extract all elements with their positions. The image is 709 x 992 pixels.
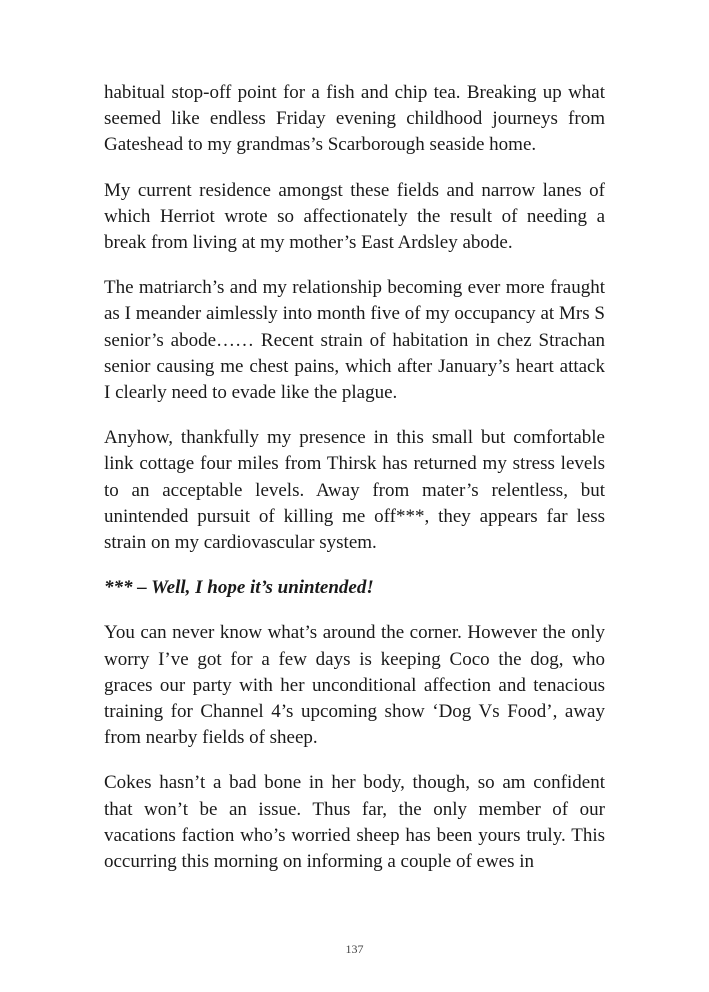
paragraph-6: Cokes hasn’t a bad bone in her body, though, so am confident that won’t be an issue. Thus far, the only member of our vacations faction who’s worried sheep has been yours truly. This occurring this morning on informing a couple of ewes in [104,772,605,873]
paragraph-2: My current residence amongst these fields and narrow lanes of which Herriot wrote so affectionately the result of needing a break from living at my mother’s East Ardsley abode. [104,179,605,254]
paragraph-1: habitual stop-off point for a fish and chip tea. Breaking up what seemed like endless Friday evening childhood journeys from Gateshead to my grandmas’s Scarborough seaside home. [104,82,605,156]
page-number: 137 [345,942,364,956]
paragraph-3: The matriarch’s and my relationship becoming ever more fraught as I meander aimlessly into month five of my occupancy at Mrs S senior’s abode…… Recent strain of habitation in chez Strachan senior causing me chest pains, which after January’s heart attack I clearly need to evade like the plague. [104,277,605,404]
footnote-remark: *** – Well, I hope it’s unintended! [104,577,374,599]
paragraph-5: You can never know what’s around the corner. However the only worry I’ve got for a few days is keeping Coco the dog, who graces our party with her unconditional affection and tenacious training for Channel 4’s upcoming show ‘Dog Vs Food’, away from nearby fields of sheep. [104,622,605,749]
paragraph-4: Anyhow, thankfully my presence in this small but comfortable link cottage four miles from Thirsk has returned my stress levels to an acceptable levels. Away from mater’s relentless, but unintended pursuit of killing me off***, they appears far less strain on my cardiovascular system. [104,427,605,554]
page-body [104,80,605,894]
